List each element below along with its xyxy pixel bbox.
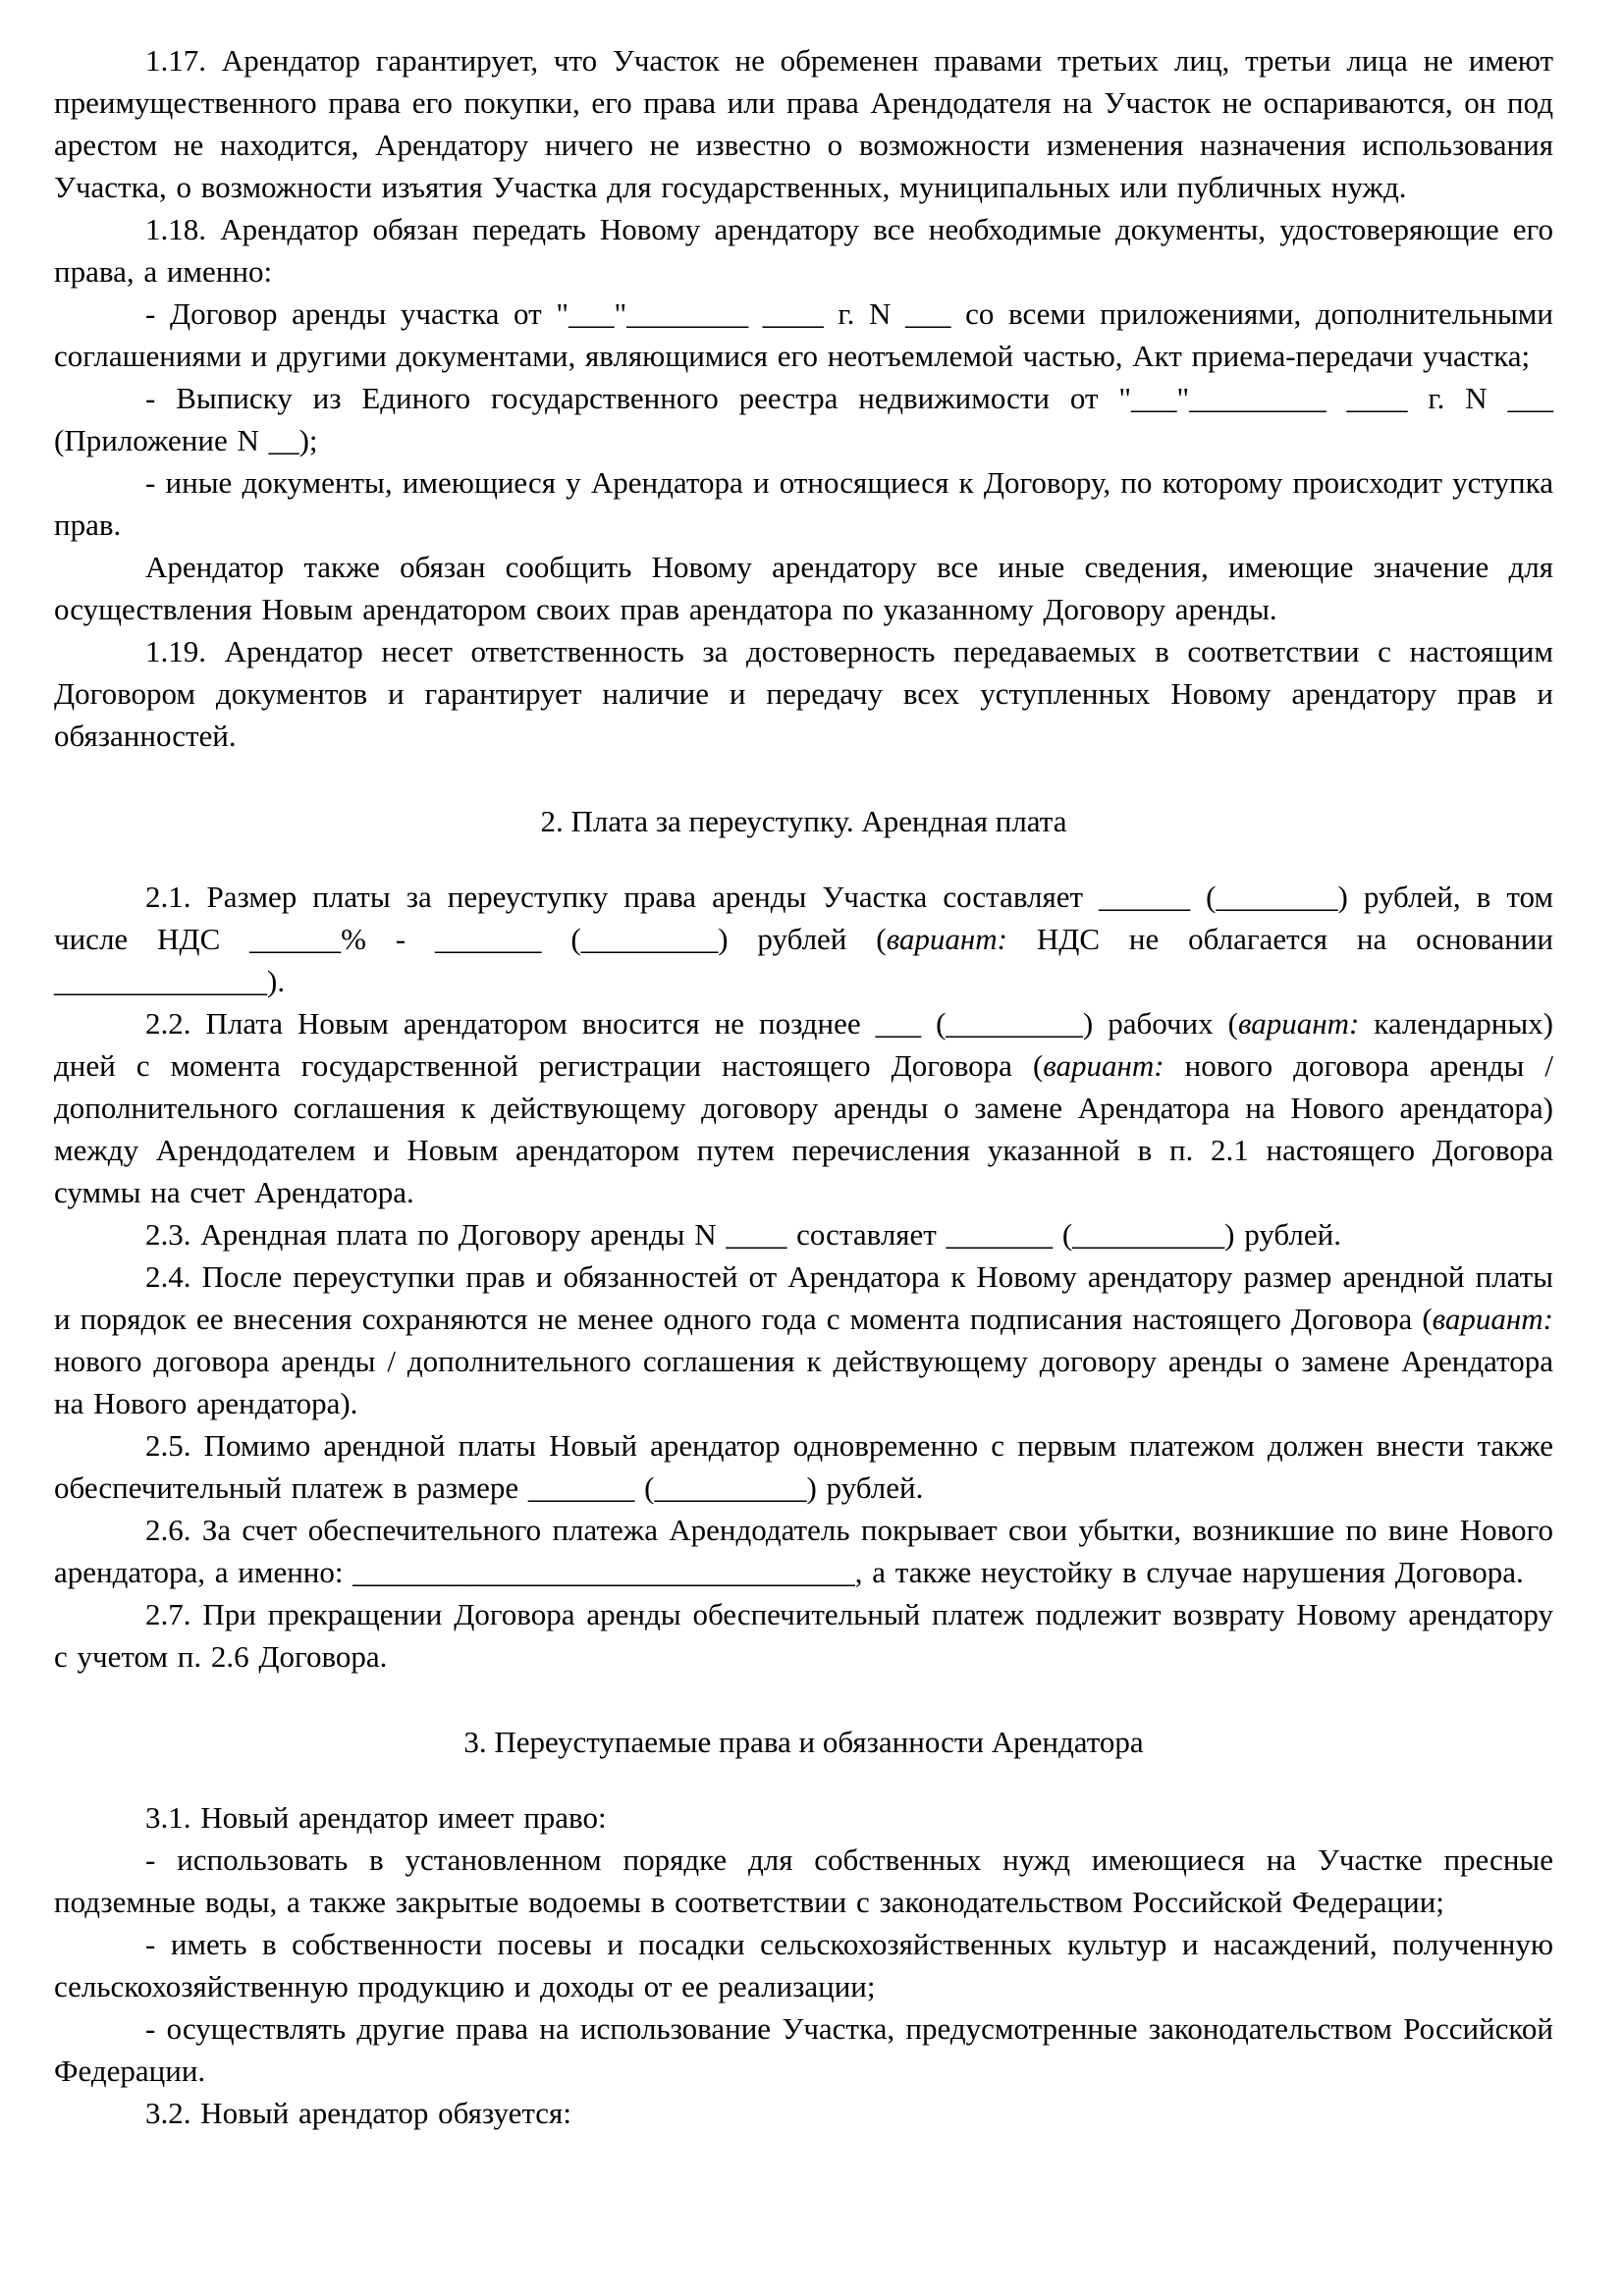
text-run: календарных) дней с момента государственной регистрации настоящего Договора ( [54, 1006, 1553, 1083]
text-run: НДС не облагается на основании ______________). [54, 922, 1554, 998]
text-run: 2.1. Размер платы за переуступку права аренды Участка составляет ______ (________) рублей, в том числе НДС ______% - _______ (_________) рублей ( [54, 880, 1553, 956]
text-run: Арендатор также обязан сообщить Новому арендатору все иные сведения, имеющие значение для осуществления Новым арендатором своих прав арендатора по указанному Договору аренды. [54, 550, 1553, 626]
text-run: 2.4. После переуступки прав и обязанностей от Арендатора к Новому арендатору размер арендной платы и порядок ее внесения сохраняются не менее одного года с момента подписания настоящего Договора ( [54, 1259, 1553, 1336]
text-run: 1.18. Арендатор обязан передать Новому арендатору все необходимые документы, удостоверяющие его права, а именно: [54, 212, 1553, 289]
text-run: 3.2. Новый арендатор обязуется: [145, 2096, 571, 2130]
section-heading-2 [54, 800, 1553, 842]
text-run: 2.7. При прекращении Договора аренды обеспечительный платеж подлежит возврату Новому арендатору с учетом п. 2.6 Договора. [54, 1597, 1553, 1674]
text-run: 3.1. Новый арендатор имеет право: [145, 1800, 607, 1835]
italic-text-run: вариант: [1237, 1006, 1360, 1041]
italic-text-run: вариант: [1432, 1302, 1553, 1336]
text-run: нового договора аренды / дополнительного соглашения к действующему договору аренды о замене Арендатора на Нового арендатора). [54, 1344, 1553, 1420]
clause-2-3 [54, 1213, 1553, 1255]
text-run: 2. Плата за переуступку. Арендная плата [540, 804, 1067, 838]
list-item-use-water [54, 1839, 1553, 1923]
list-item-egrn-extract [54, 377, 1553, 461]
italic-text-run: вариант: [1043, 1048, 1164, 1083]
text-run: 2.5. Помимо арендной платы Новый арендатор одновременно с первым платежом должен внести также обеспечительный платеж в размере _______ (__________) рублей. [54, 1428, 1553, 1505]
list-item-other-rights [54, 2007, 1553, 2092]
clause-1-18 [54, 208, 1553, 293]
text-run: - иные документы, имеющиеся у Арендатора и относящиеся к Договору, по которому происходит уступка прав. [54, 465, 1553, 542]
clause-2-1 [54, 876, 1553, 1002]
text-run: - Договор аренды участка от "___"________ ____ г. N ___ со всеми приложениями, дополнительными соглашениями и другими документами, являющимися его неотъемлемой частью, Акт приема-передачи участка; [54, 296, 1553, 373]
paragraph-additional-information [54, 546, 1553, 630]
clause-2-7 [54, 1593, 1553, 1678]
clause-2-2 [54, 1002, 1553, 1213]
clause-2-4 [54, 1255, 1553, 1424]
clause-3-1 [54, 1796, 1553, 1839]
clause-2-5 [54, 1424, 1553, 1509]
text-run: - осуществлять другие права на использование Участка, предусмотренные законодательством Российской Федерации. [54, 2011, 1553, 2088]
text-run: - использовать в установленном порядке для собственных нужд имеющиеся на Участке пресные подземные воды, а также закрытые водоемы в соответствии с законодательством Российской Федерации; [54, 1842, 1553, 1919]
clause-1-17 [54, 39, 1553, 208]
text-run: 2.3. Арендная плата по Договору аренды N ____ составляет _______ (__________) рублей. [145, 1217, 1341, 1252]
clause-1-19 [54, 630, 1553, 757]
list-item-own-crops [54, 1923, 1553, 2007]
text-run: 2.2. Плата Новым арендатором вносится не позднее ___ (_________) рабочих ( [145, 1006, 1238, 1041]
text-run: нового договора аренды / дополнительного соглашения к действующему договору аренды о замене Арендатора на Нового арендатора) между Арендодателем и Новым арендатором путем перечисления указанной в п. 2.1 настоящего Договора суммы на счет Арендатора. [54, 1048, 1553, 1209]
text-run: - Выписку из Единого государственного реестра недвижимости от "___"_________ ____ г. N ___ (Приложение N __); [54, 381, 1553, 457]
text-run: 3. Переуступаемые права и обязанности Арендатора [463, 1725, 1144, 1759]
italic-text-run: вариант: [886, 922, 1007, 956]
text-run: 2.6. За счет обеспечительного платежа Арендодатель покрывает свои убытки, возникшие по вине Нового арендатора, а именно: _________________________________, а также неустойку в случае нарушения Договора. [54, 1513, 1553, 1589]
section-heading-3 [54, 1721, 1553, 1763]
list-item-other-documents [54, 461, 1553, 546]
text-run: 1.17. Арендатор гарантирует, что Участок не обременен правами третьих лиц, третьи лица не имеют преимущественного права его покупки, его права или права Арендодателя на Участок не оспариваются, он под арестом не находится, Арендатору ничего не известно о возможности изменения назначения использования Участка, о возможности изъятия Участка для государственных, муниципальных или публичных нужд. [54, 43, 1553, 204]
clause-3-2 [54, 2092, 1553, 2134]
clause-2-6 [54, 1509, 1553, 1593]
text-run: 1.19. Арендатор несет ответственность за достоверность передаваемых в соответствии с настоящим Договором документов и гарантирует наличие и передачу всех уступленных Новому арендатору прав и обязанностей. [54, 634, 1553, 753]
list-item-lease-agreement [54, 293, 1553, 377]
text-run: - иметь в собственности посевы и посадки сельскохозяйственных культур и насаждений, полученную сельскохозяйственную продукцию и доходы от ее реализации; [54, 1927, 1553, 2003]
